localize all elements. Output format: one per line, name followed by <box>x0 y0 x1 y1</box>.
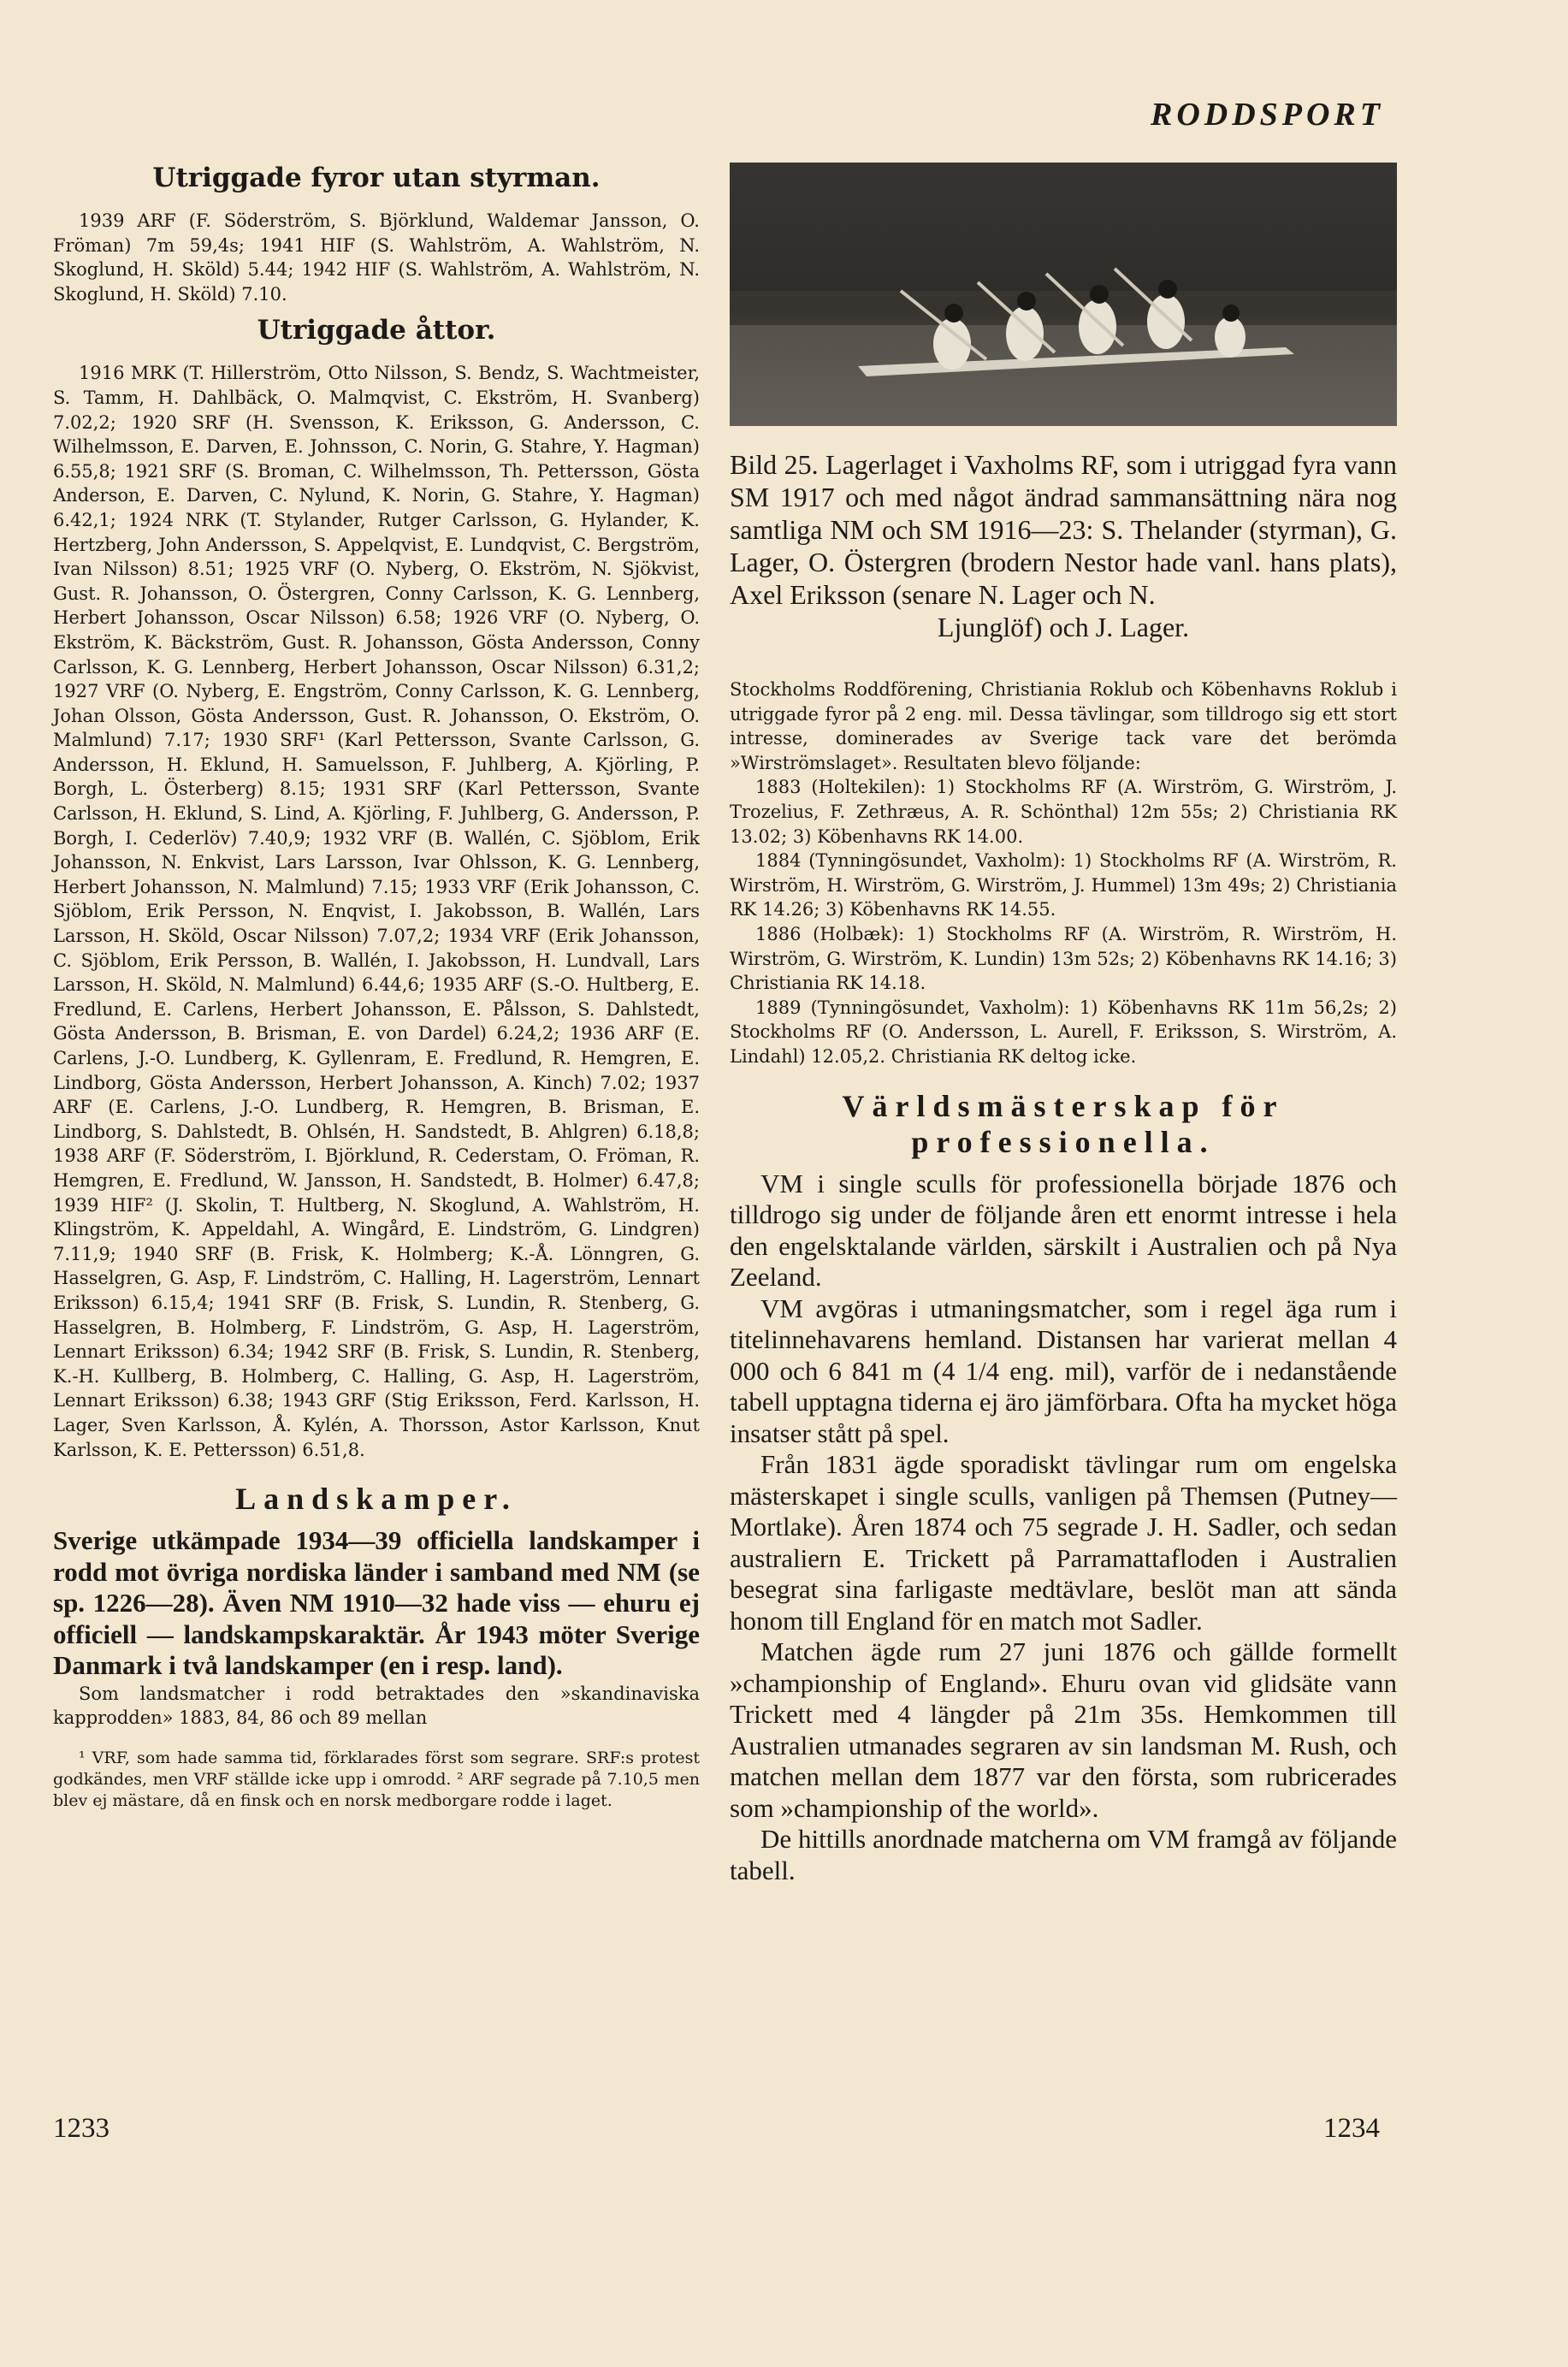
skandinavisk-intro: Stockholms Roddförening, Christiania Roklub och Köbenhavns Roklub i utriggade fyror på 2 eng. mil. Dessa tävlingar, som tilldrogo sig ett stort intresse, dominerades av Sverige tack vare det berömda »Wirströmslaget». Resultaten blevo följande: <box>730 679 1397 773</box>
result-1886: 1886 (Holbæk): 1) Stockholms RF (A. Wirström, R. Wirström, H. Wirström, G. Wirström, K. Lundin) 13m 52s; 2) Köbenhavns RK 14.16; 3) Christiania RK 14.18. <box>730 923 1397 994</box>
section-title-fours: Utriggade fyror utan styrman. <box>152 163 601 193</box>
result-1889: 1889 (Tynningösundet, Vaxholm): 1) Köbenhavns RK 11m 56,2s; 2) Stockholms RF (O. Andersson, L. Aurell, F. Eriksson, S. Wirström, A. Lindahl) 12.05,2. Christiania RK deltog icke. <box>730 997 1397 1067</box>
page-number-left: 1233 <box>53 2113 109 2144</box>
vm-paragraph-5: De hittills anordnade matcherna om VM framgå av följande tabell. <box>730 1824 1397 1885</box>
result-1884: 1884 (Tynningösundet, Vaxholm): 1) Stockholms RF (A. Wirström, R. Wirström, H. Wirström, G. Wirström, J. Hummel) 13m 49s; 2) Christiania RK 14.26; 3) Köbenhavns RK 14.55. <box>730 850 1397 920</box>
vm-paragraph-2: VM avgöras i utmaningsmatcher, som i regel äga rum i titelinnehavarens hemland. Distansen har varierat mellan 4 000 och 6 841 m (4 1/4 eng. mil), varför de i nedanstående tabell upptagna tiderna ej äro jämförbara. Ofta ha mycket höga insatser stått på spel. <box>730 1293 1397 1448</box>
caption-main: Bild 25. Lagerlaget i Vaxholms RF, som i utriggad fyra vann SM 1917 och med något ändrad sammansättning nära nog samtliga NM och SM 1916—23: S. Thelander (styrman), G. Lager, O. Östergren (brodern Nestor hade vanl. hans plats), Axel Eriksson (senare N. Lager och N. <box>730 449 1397 610</box>
vm-paragraph-4: Matchen ägde rum 27 juni 1876 och gällde formellt »championship of England». Ehuru ovan vid glidsäte vann Trickett med 4 längder på 21m 35s. Hemkommen till Australien utmanades segraren av sin landsman M. Rush, och matchen mellan dem 1877 var den första, som rubricerades som »championship of the world». <box>730 1636 1397 1823</box>
footnotes: ¹ VRF, som hade samma tid, förklarades först som segrare. SRF:s protest godkändes, men VRF ställde icke upp i omrodd. ² ARF segrade på 7.10,5 men blev ej mästare, då en finsk och en norsk medborgare rodde i laget. <box>53 1748 700 1810</box>
section-title-landskamper: Landskamper. <box>235 1482 518 1517</box>
landsmatcher-text: Som landsmatcher i rodd betraktades den »skandinaviska kapprodden» 1883, 84, 86 och 89 mellan <box>53 1683 700 1729</box>
section-title-eights: Utriggade åttor. <box>257 315 496 346</box>
results-fours: 1939 ARF (F. Söderström, S. Björklund, Waldemar Jansson, O. Fröman) 7m 59,4s; 1941 HIF (S. Wahlström, A. Wahlström, N. Skoglund, H. Sköld) 5.44; 1942 HIF (S. Wahlström, A. Wahlström, N. Skoglund, H. Sköld) 7.10. <box>53 210 700 305</box>
running-header: RODDSPORT <box>1150 97 1384 133</box>
rowing-crew-photo <box>730 163 1397 426</box>
right-column <box>730 163 1397 1886</box>
caption-end: Ljunglöf) och J. Lager. <box>937 612 1190 642</box>
vm-paragraph-3: Från 1831 ägde sporadiskt tävlingar rum om engelska mästerskapet i single sculls, vanligen på Themsen (Putney—Mortlake). Åren 1874 och 75 segrade J. H. Sadler, och sedan australiern E. Trickett på Parramattafloden i Australien besegrat sina farligaste medtävlare, beslöt man att sända honom till England för en match mot Sadler. <box>730 1449 1397 1636</box>
left-column <box>53 163 700 1812</box>
section-title-vm: Världsmästerskap för professionella. <box>842 1088 1285 1159</box>
page-number-right: 1234 <box>1323 2113 1380 2144</box>
results-eights: 1916 MRK (T. Hillerström, Otto Nilsson, S. Bendz, S. Wachtmeister, S. Tamm, H. Dahlbäck, O. Malmqvist, C. Ekström, H. Svanberg) 7.02,2; 1920 SRF (H. Svensson, K. Eriksson, G. Andersson, C. Wilhelmsson, E. Darven, E. Johnsson, C. Norin, G. Stahre, Y. Hagman) 6.55,8; 1921 SRF (S. Broman, C. Wilhelmsson, Th. Pettersson, Gösta Anderson, E. Darven, C. Nylund, K. Norin, G. Stahre, Y. Hagman) 6.42,1; 1924 NRK (T. Stylander, Rutger Carlsson, G. Hylander, K. Hertzberg, John Andersson, S. Appelqvist, E. Lundqvist, C. Bergström, Ivan Nilsson) 8.51; 1925 VRF (O. Nyberg, O. Ekström, N. Sjökvist, Gust. R. Johansson, O. Östergren, Conny Carlsson, K. G. Lennberg, Herbert Johansson, Oscar Nilsson) 6.58; 1926 VRF (O. Nyberg, O. Ekström, K. Bäckström, Gust. R. Johansson, Gösta Andersson, Conny Carlsson, K. G. Lennberg, Herbert Johansson, Oscar Nilsson) 6.31,2; 1927 VRF (O. Nyberg, E. Engström, Conny Carlsson, K. G. Lennberg, Johan Olsson, Gösta Andersson, Gust. R. Johansson, O. Ekström, O. Malmlund) 7.17; 1930 SRF¹ (Karl Pettersson, Svante Carlsson, G. Andersson, H. Eklund, H. Samuelsson, F. Juhlberg, A. Kjörling, P. Borgh, L. Österberg) 8.15; 1931 SRF (Karl Pettersson, Svante Carlsson, H. Eklund, S. Lind, A. Kjörling, F. Juhlberg, G. Andersson, P. Borgh, I. Cederlöv) 7.40,9; 1932 VRF (B. Wallén, C. Sjöblom, Erik Johansson, N. Enkvist, Lars Larsson, Ivar Ohlsson, K. G. Lennberg, Herbert Johansson, N. Malmlund) 7.15; 1933 VRF (Erik Johansson, C. Sjöblom, Erik Persson, N. Enqvist, I. Jakobsson, B. Wallén, Lars Larsson, H. Sköld, Oscar Nilsson) 7.07,2; 1934 VRF (Erik Johansson, C. Sjöblom, Erik Persson, B. Wallén, I. Jakobsson, H. Lundvall, Lars Larsson, H. Sköld, N. Malmlund) 6.44,6; 1935 ARF (S.-O. Hultberg, E. Fredlund, E. Carlens, Herbert Johansson, E. Pålsson, S. Dahlstedt, Gösta Andersson, B. Brisman, E. von Dardel) 6.24,2; 1936 ARF (E. Carlens, J.-O. Lundberg, K. Gyllenram, E. Fredlund, R. Hemgren, E. Lindborg, Gösta Andersson, Herbert Johansson, A. Kinch) 7.02; 1937 ARF (E. Carlens, J.-O. Lundberg, R. Hemgren, B. Brisman, E. Lindborg, S. Dahlstedt, B. Ohlsén, H. Sandstedt, B. Ahlgren) 6.18,8; 1938 ARF (F. Söderström, I. Björklund, R. Cederstam, O. Fröman, R. Hemgren, E. Fredlund, W. Jansson, H. Sandstedt, B. Holmer) 6.47,8; 1939 HIF² (J. Skolin, T. Hultberg, N. Skoglund, A. Wahlström, H. Klingström, K. Appeldahl, A. Wingård, E. Lindström, G. Lindgren) 7.11,9; 1940 SRF (B. Frisk, K. Holmberg; K.-Å. Lönngren, G. Hasselgren, G. Asp, F. Lindström, C. Halling, H. Lagerström, Lennart Eriksson) 6.15,4; 1941 SRF (B. Frisk, S. Lundin, R. Stenberg, G. Hasselgren, B. Holmberg, F. Lindström, G. Asp, H. Lagerström, Lennart Eriksson) 6.34; 1942 SRF (B. Frisk, S. Lundin, R. Stenberg, K.-H. Kullberg, B. Holmberg, C. Halling, G. Asp, H. Lagerström, Lennart Eriksson) 6.38; 1943 GRF (Stig Eriksson, Ferd. Karlsson, H. Lager, Sven Karlsson, Å. Kylén, A. Thorsson, Astor Karlsson, Knut Karlsson, K. E. Pettersson) 6.51,8. <box>53 363 700 1460</box>
photo-caption <box>730 448 1397 643</box>
landskamper-text: Sverige utkämpade 1934—39 officiella landskamper i rodd mot övriga nordiska länder i samband med NM (se sp. 1226—28). Även NM 1910—32 hade viss — ehuru ej officiell — landskampskaraktär. År 1943 möter Sverige Danmark i två landskamper (en i resp. land). <box>53 1525 700 1681</box>
vm-paragraph-1: VM i single sculls för professionella började 1876 och tilldrogo sig under de följande åren ett enormt intresse i hela den engelsktalande världen, särskilt i Australien och på Nya Zeeland. <box>730 1168 1397 1292</box>
result-1883: 1883 (Holtekilen): 1) Stockholms RF (A. Wirström, G. Wirström, J. Trozelius, F. Zethræus, A. R. Schönthal) 12m 55s; 2) Christiania RK 13.02; 3) Köbenhavns RK 14.00. <box>730 777 1397 847</box>
